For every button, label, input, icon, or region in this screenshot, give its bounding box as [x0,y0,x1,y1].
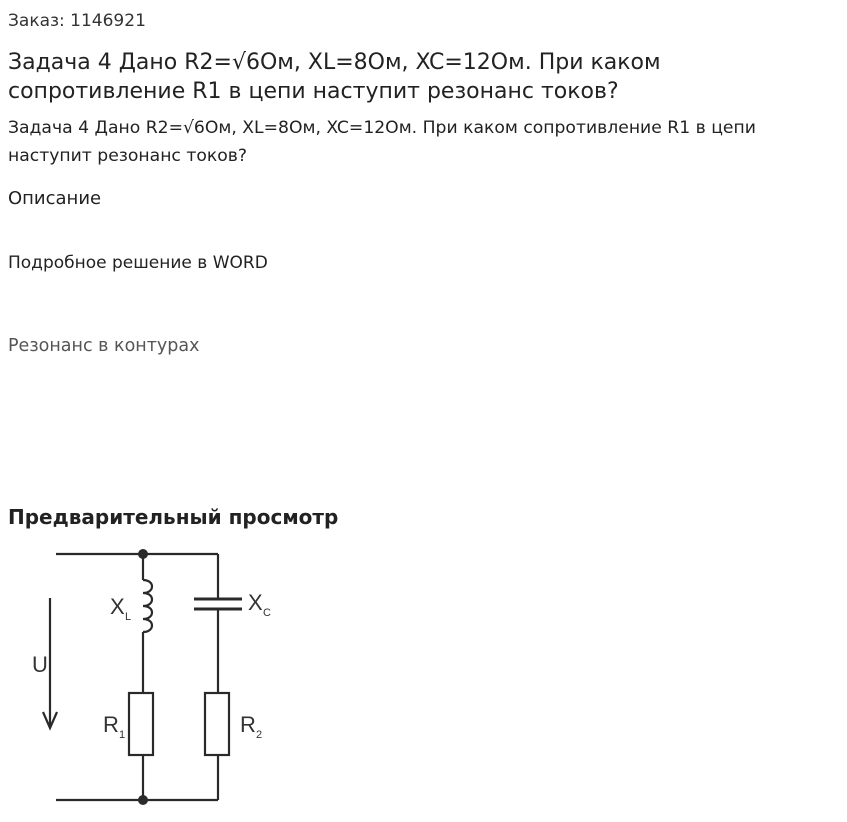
r2-label-sub: 2 [256,729,263,741]
voltage-label: U [32,652,48,677]
inductor-label: X [110,594,125,619]
description-heading: Описание [8,188,102,209]
resistor-r2 [205,693,229,755]
preview-image [8,540,288,815]
r1-label-sub: 1 [119,729,126,741]
r2-label: R [240,712,256,737]
capacitor-label-sub: C [263,607,271,619]
task-text: Задача 4 Дано R2=√6Ом, XL=8Ом, XC=12Ом. При каком сопротивление R1 в цепи наступит резонанс токов? [8,118,756,166]
inductor-coil [143,580,152,632]
r1-label: R [103,712,119,737]
circuit-diagram [8,540,288,815]
resistor-r1 [129,693,153,755]
page-title: Задача 4 Дано R2=√6Ом, XL=8Ом, XC=12Ом. При каком сопротивление R1 в цепи наступит резонанс токов? [8,50,661,104]
junction-bottom [138,795,148,805]
inductor-label-sub: L [125,611,132,623]
preview-heading: Предварительный просмотр [8,505,339,529]
category-link[interactable]: Резонанс в контурах [8,336,200,356]
order-number: Заказ: 1146921 [8,11,146,31]
junction-top [138,549,148,559]
capacitor-label: X [248,590,263,615]
description-text: Подробное решение в WORD [8,253,268,273]
